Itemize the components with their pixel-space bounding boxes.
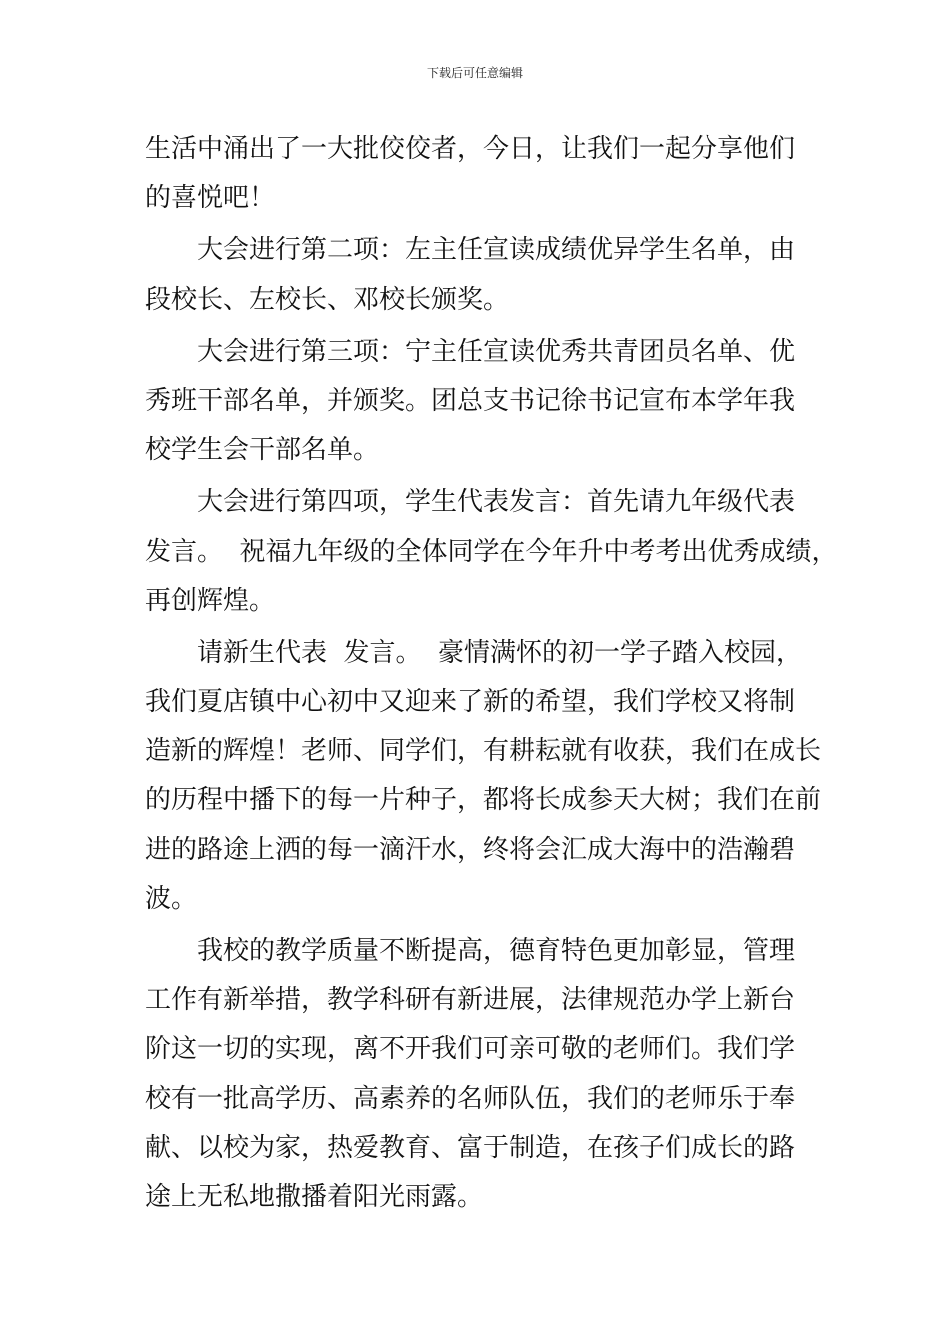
text-line: 造新的辉煌！老师、同学们，有耕耘就有收获，我们在成长 [145,736,822,767]
paragraph [145,226,825,324]
text-line: 发言。 祝福九年级的全体同学在今年升中考考出优秀成绩， [145,536,838,567]
paragraph [145,328,825,476]
text-line: 秀班干部名单，并颁奖。团总支书记徐书记宣布本学年我 [145,385,796,416]
paragraph [145,478,838,626]
text-line: 我们夏店镇中心初中又迎来了新的希望，我们学校又将制 [145,687,796,718]
text-line: 途上无私地撒播着阳光雨露。 [145,1181,484,1212]
page-header: 下载后可任意编辑 [426,66,523,80]
text-line: 大会进行第三项：宁主任宣读优秀共青团员名单、优 [197,336,796,367]
text-line: 再创辉煌。 [145,585,276,616]
text-line: 阶这一切的实现，离不开我们可亲可敬的老师们。我们学 [145,1034,796,1065]
text-line: 工作有新举措，教学科研有新进展，法律规范办学上新台 [145,985,796,1016]
paragraph [145,927,825,1222]
paragraph [145,125,825,223]
text-line: 进的路途上洒的每一滴汗水，终将会汇成大海中的浩瀚碧 [145,834,796,865]
text-line: 段校长、左校长、邓校长颁奖。 [145,284,510,315]
text-line: 我校的教学质量不断提高，德育特色更加彰显，管理 [197,936,796,966]
text-line: 校学生会干部名单。 [145,435,380,466]
text-line: 的历程中播下的每一片种子，都将长成参天大树；我们在前 [145,785,822,816]
text-line: 波。 [145,883,198,914]
text-line: 大会进行第四项，学生代表发言：首先请九年级代表 [197,487,796,518]
document-body [145,125,838,1222]
text-line: 献、以校为家，热爱教育、富于制造，在孩子们成长的路 [145,1132,796,1163]
text-line: 生活中涌出了一大批佼佼者，今日，让我们一起分享他们 [145,134,796,164]
text-line: 大会进行第二项：左主任宣读成绩优异学生名单，由 [197,235,796,266]
text-line: 的喜悦吧！ [145,183,276,214]
text-line: 校有一批高学历、高素养的名师队伍，我们的老师乐于奉 [145,1083,796,1114]
paragraph [145,629,825,924]
text-line: 请新生代表 发言。 豪情满怀的初一学子踏入校园， [197,637,803,668]
